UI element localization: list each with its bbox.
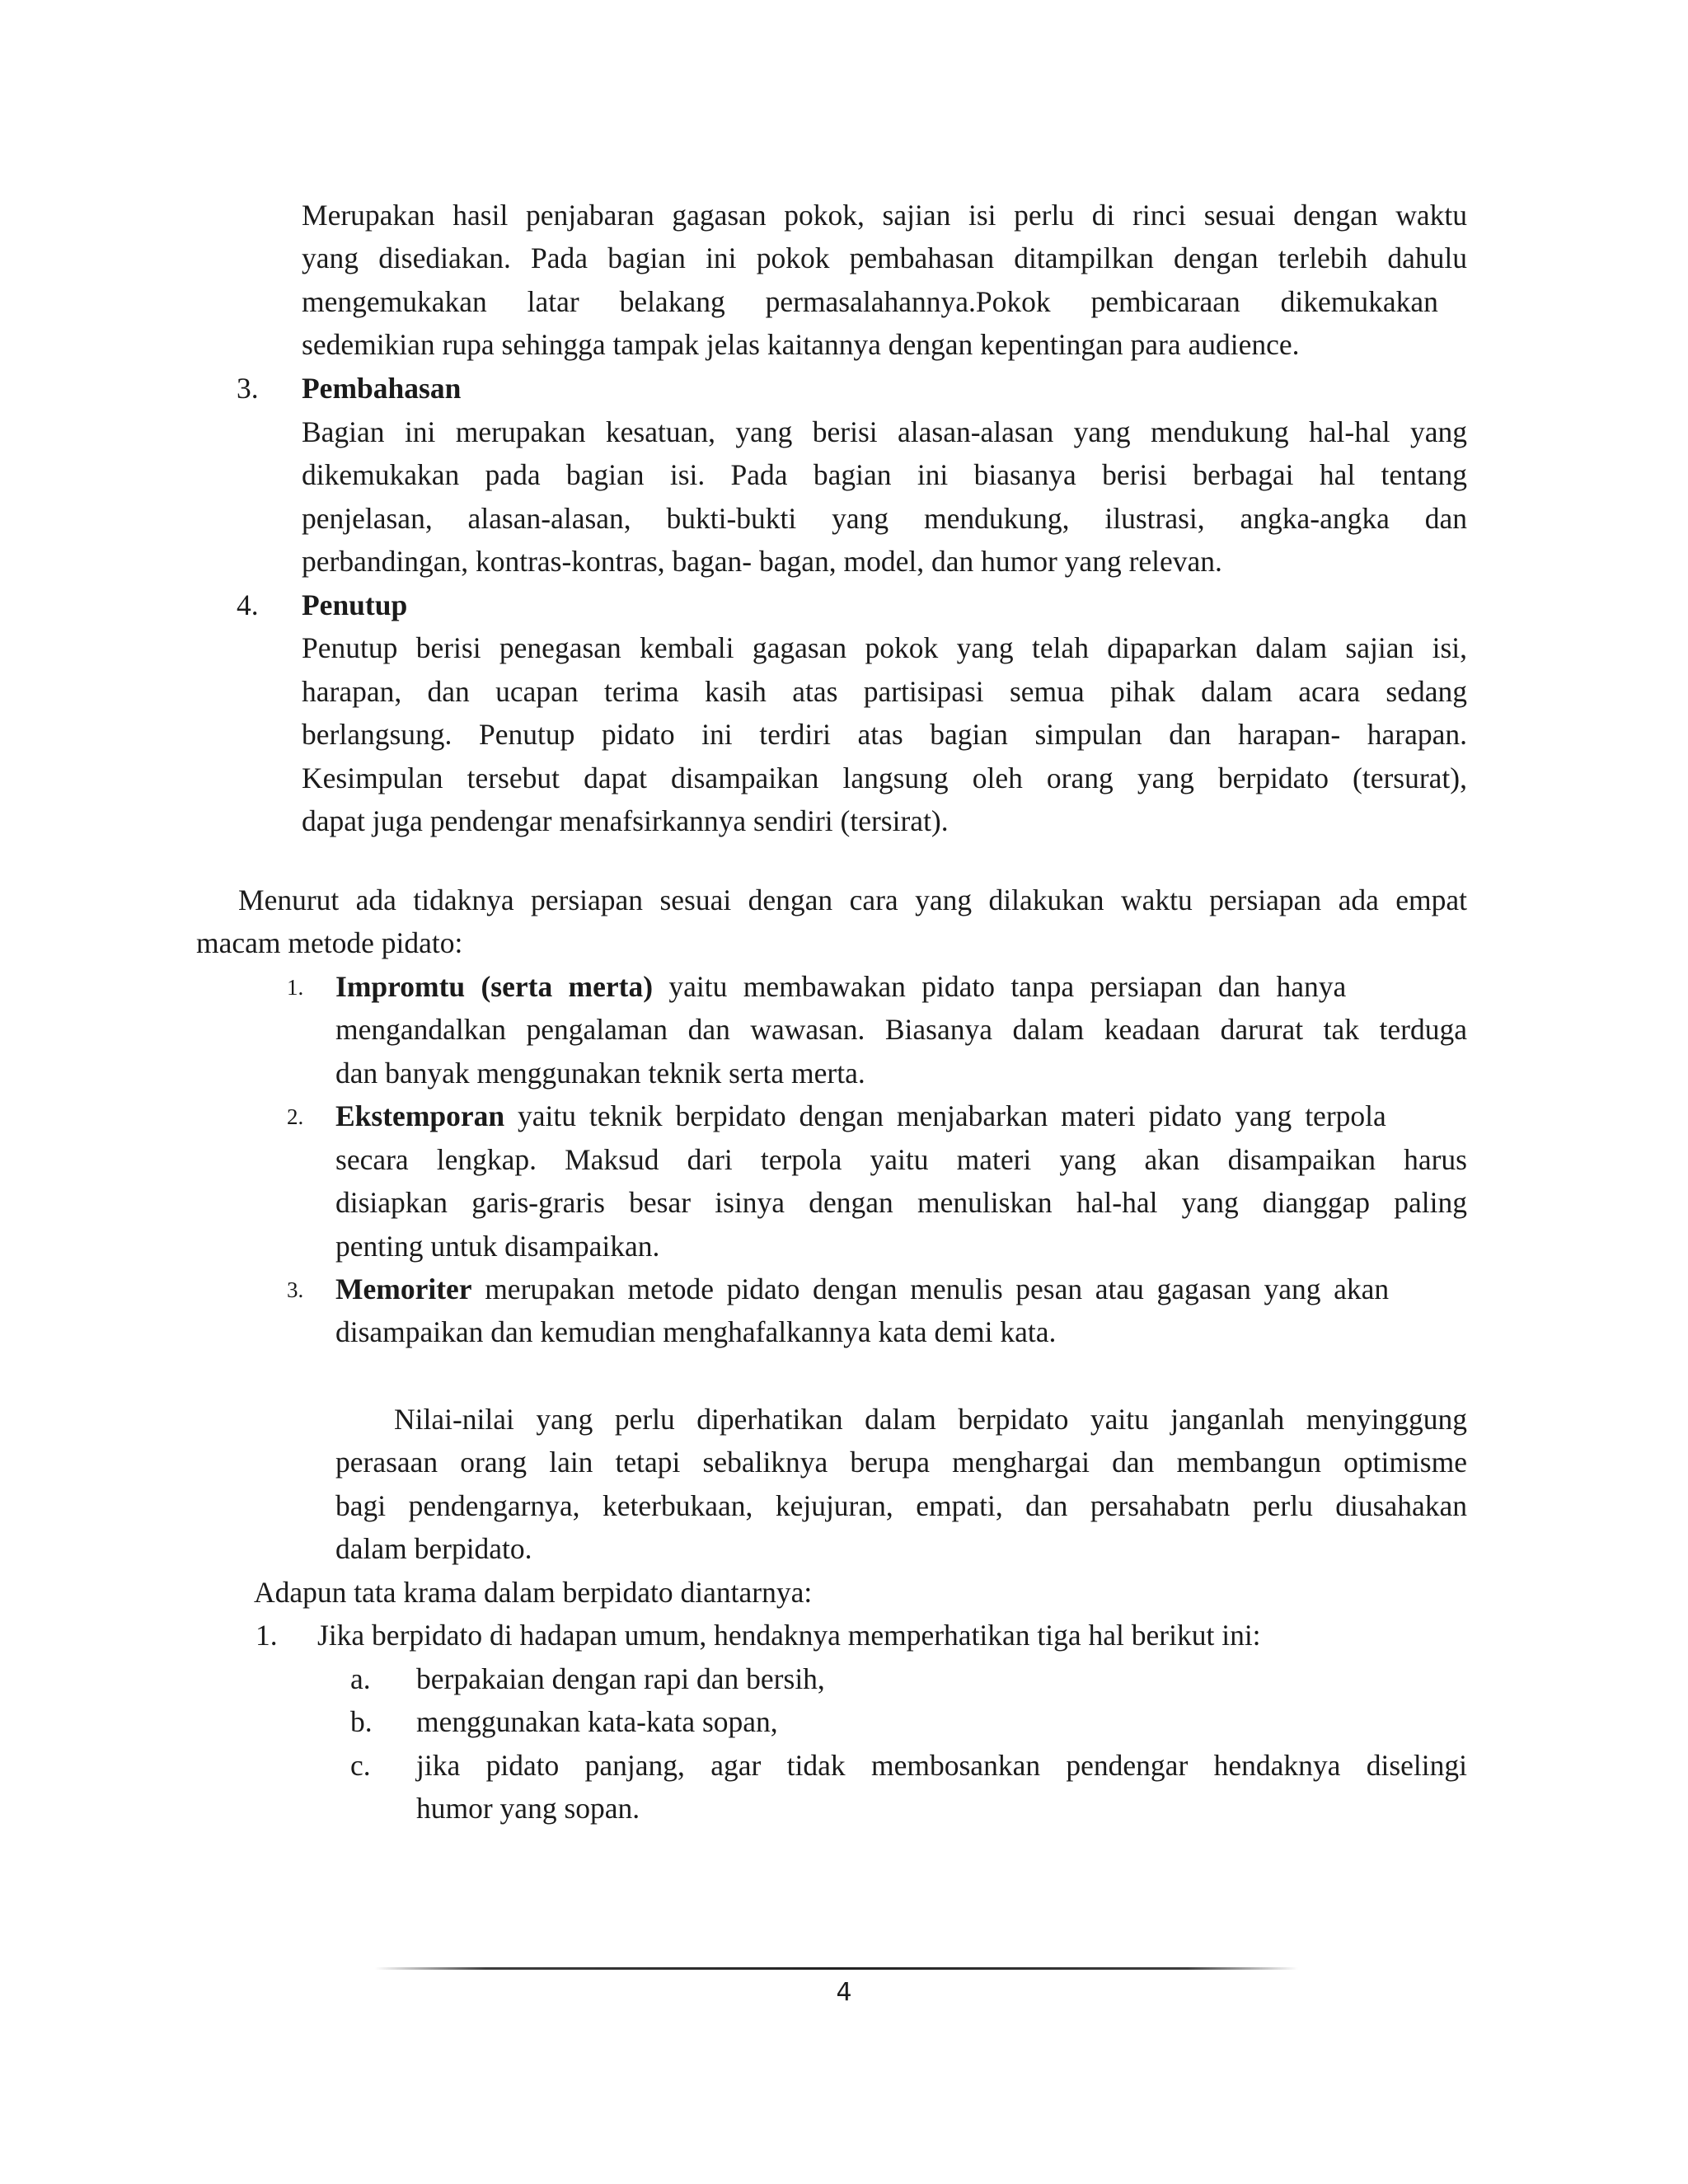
- tata-krama-item-text: Jika berpidato di hadapan umum, hendaknya memperhatikan tiga hal berikut ini:: [317, 1619, 1261, 1652]
- sub-item-letter-b: b.: [350, 1705, 373, 1738]
- metode-item-first-line: [335, 972, 1467, 1002]
- nilai-line-2: perasaan orang lain tetapi sebaliknya berupa menghargai dan membangun optimisme: [335, 1446, 1467, 1479]
- metode-term: Ekstemporan: [335, 1099, 505, 1132]
- page-number: 4: [836, 1978, 852, 2007]
- sub-item-letter-c: c.: [350, 1749, 371, 1782]
- metode-intro-line-1: Menurut ada tidaknya persiapan sesuai dengan cara yang dilakukan waktu persiapan ada empat: [238, 883, 1467, 916]
- pembahasan-line-4: perbandingan, kontras-kontras, bagan- bagan, model, dan humor yang relevan.: [302, 545, 1222, 578]
- metode-intro-line-2: macam metode pidato:: [196, 926, 463, 959]
- pembahasan-line-1: Bagian ini merupakan kesatuan, yang berisi alasan-alasan yang mendukung hal-hal yang: [302, 415, 1467, 448]
- metode-item-first-line: [335, 1272, 1467, 1305]
- metode-term: Impromtu (serta merta): [335, 970, 654, 1003]
- pembahasan-line-3: penjelasan, alasan-alasan, bukti-bukti yang mendukung, ilustrasi, angka-angka dan: [302, 502, 1467, 535]
- tata-krama-intro: Adapun tata krama dalam berpidato diantarnya:: [254, 1576, 813, 1609]
- penutup-line-4: Kesimpulan tersebut dapat disampaikan langsung oleh orang yang berpidato (tersurat),: [302, 762, 1467, 794]
- pembahasan-number: 3.: [237, 372, 259, 405]
- metode-item-first-line: [335, 1099, 1467, 1132]
- sub-item-b-text: menggunakan kata-kata sopan,: [416, 1705, 778, 1738]
- metode-item-line: penting untuk disampaikan.: [335, 1230, 660, 1263]
- penutup-line-1: Penutup berisi penegasan kembali gagasan pokok yang telah dipaparkan dalam sajian isi,: [302, 631, 1467, 664]
- metode-first-rest: merupakan metode pidato dengan menulis pesan atau gagasan yang akan: [471, 1272, 1390, 1305]
- penutup-line-2: harapan, dan ucapan terima kasih atas partisipasi semua pihak dalam acara sedang: [302, 675, 1467, 708]
- isi-line-4: sedemikian rupa sehingga tampak jelas kaitannya dengan kepentingan para audience.: [302, 328, 1300, 361]
- isi-line-1: Merupakan hasil penjabaran gagasan pokok, sajian isi perlu di rinci sesuai dengan waktu: [302, 199, 1467, 232]
- footer-rule: [375, 1967, 1298, 1970]
- sub-item-letter-a: a.: [350, 1662, 371, 1695]
- penutup-heading: Penutup: [302, 588, 408, 621]
- pembahasan-line-2: dikemukakan pada bagian isi. Pada bagian ini biasanya berisi berbagai hal tentang: [302, 458, 1467, 491]
- metode-item-number: 3.: [287, 1277, 304, 1302]
- penutup-number: 4.: [237, 588, 259, 621]
- sub-item-a-text: berpakaian dengan rapi dan bersih,: [416, 1662, 825, 1695]
- metode-item-line: mengandalkan pengalaman dan wawasan. Biasanya dalam keadaan darurat tak terduga: [335, 1013, 1467, 1046]
- nilai-line-1: Nilai-nilai yang perlu diperhatikan dalam berpidato yaitu janganlah menyinggung: [394, 1403, 1467, 1436]
- metode-item-line: secara lengkap. Maksud dari terpola yaitu materi yang akan disampaikan harus: [335, 1143, 1467, 1176]
- metode-item-line: dan banyak menggunakan teknik serta merta.: [335, 1057, 865, 1090]
- penutup-line-3: berlangsung. Penutup pidato ini terdiri atas bagian simpulan dan harapan- harapan.: [302, 718, 1467, 751]
- metode-item-number: 2.: [287, 1104, 304, 1129]
- penutup-line-5: dapat juga pendengar menafsirkannya sendiri (tersirat).: [302, 804, 949, 837]
- isi-line-3: mengemukakan latar belakang permasalahannya.Pokok pembicaraan dikemukakan: [302, 285, 1438, 318]
- metode-first-rest: yaitu teknik berpidato dengan menjabarkan materi pidato yang terpola: [504, 1099, 1386, 1132]
- metode-item-line: disampaikan dan kemudian menghafalkannya kata demi kata.: [335, 1315, 1057, 1348]
- nilai-line-3: bagi pendengarnya, keterbukaan, kejujuran, empati, dan persahabatn perlu diusahakan: [335, 1489, 1467, 1522]
- sub-item-c-line-1: jika pidato panjang, agar tidak membosankan pendengar hendaknya diselingi: [416, 1749, 1467, 1782]
- isi-line-2: yang disediakan. Pada bagian ini pokok pembahasan ditampilkan dengan terlebih dahulu: [302, 241, 1467, 274]
- metode-item-line: disiapkan garis-graris besar isinya dengan menuliskan hal-hal yang dianggap paling: [335, 1186, 1467, 1219]
- sub-item-c-line-2: humor yang sopan.: [416, 1792, 640, 1825]
- nilai-line-4: dalam berpidato.: [335, 1532, 532, 1565]
- metode-first-rest: yaitu membawakan pidato tanpa persiapan dan hanya: [653, 970, 1347, 1003]
- metode-item-number: 1.: [287, 975, 304, 1000]
- pembahasan-heading: Pembahasan: [302, 372, 462, 405]
- metode-term: Memoriter: [335, 1272, 472, 1305]
- tata-krama-item-number: 1.: [256, 1619, 278, 1652]
